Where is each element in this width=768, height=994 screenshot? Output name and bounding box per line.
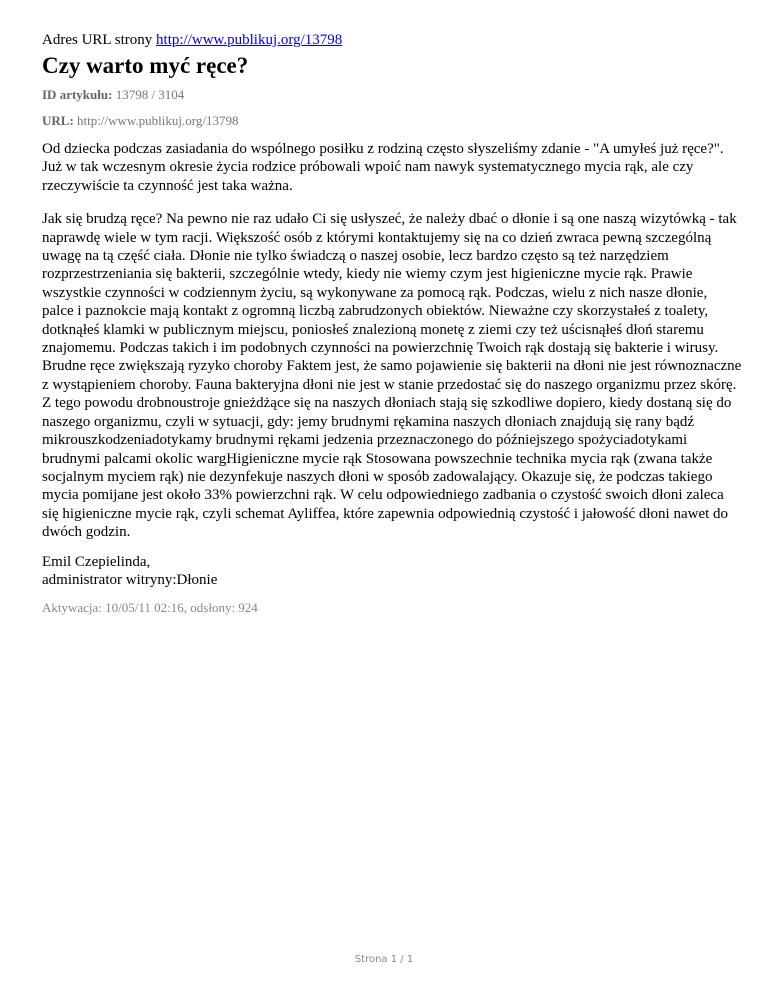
article-url-value: http://www.publikuj.org/13798: [77, 113, 239, 128]
article-paragraph: Jak się brudzą ręce? Na pewno nie raz udało Ci się usłyszeć, że należy dbać o dłonie i są one naszą wizytówką - tak naprawdę wiele w tym racji. Większość osób z którymi kontaktujemy się na co dzień zwraca pewną szczególną uwagę na tą część ciała. Dłonie nie tylko świadczą o naszej osobie, lecz bardzo często są też narzędziem rozprzestrzeniania się bakterii, szczególnie wtedy, kiedy nie wiemy czym jest higieniczne mycie rąk. Prawie wszystkie czynności w codziennym życiu, są wykonywane za pomocą rąk. Podczas, wielu z nich nasze dłonie, palce i paznokcie mają kontakt z ogromną liczbą zabrudzonych obiektów. Nieważne czy skorzystałeś z toalety, dotknąłeś klamki w publicznym miejscu, poniosłeś znalezioną monetę z ziemi czy też uścisnąłeś dłoń staremu znajomemu. Podczas takich i im podobnych czynności na powierzchnię Twoich rąk dostają się bakterie i wirusy. Brudne ręce zwiększają ryzyko choroby Faktem jest, że samo pojawienie się bakterii na dłoni nie jest równoznaczne z wystąpieniem choroby. Fauna bakteryjna dłoni nie jest w stanie przedostać się do naszego organizmu przez skórę. Z tego powodu drobnoustroje gnieżdżące się na naszych dłoniach stają się szkodliwe dopiero, kiedy dostaną się do naszego organizmu, czyli w sytuacji, gdy: jemy brudnymi rękamina naszych dłoniach znajdują się rany bądź mikrouszkodzeniadotykamy brudnymi rękami jedzenia przeznaczonego do późniejszego spożyciadotykami brudnymi palcami okolic wargHigieniczne mycie rąk Stosowana powszechnie technika mycia rąk (zwana także socjalnym myciem rąk) nie dezynfekuje naszych dłoni w sposób zadowalający. Okazuje się, że podczas takiego mycia pomijane jest około 33% powierzchni rąk. W celu odpowiedniego zadbania o czystość swoich dłoni zaleca się higieniczne mycie rąk, czyli schemat Ayliffea, które zapewnia odpowiednią czystość i jałowość dłoni nawet do dwóch godzin.: [42, 211, 742, 541]
article-id: [42, 86, 742, 104]
article-body: [42, 140, 742, 542]
article-url: [42, 112, 742, 130]
url-prefix: Adres URL strony: [42, 32, 153, 48]
article-url-label: URL:: [42, 113, 74, 128]
article-title: Czy warto myć ręce?: [42, 53, 249, 78]
page-url-link[interactable]: http://www.publikuj.org/13798: [156, 32, 343, 48]
author-signature: [42, 553, 742, 590]
page-number: Strona 1 / 1: [354, 954, 414, 965]
activation-info: Aktywacja: 10/05/11 02:16, odsłony: 924: [42, 600, 258, 616]
page-url-line: [42, 30, 742, 50]
article-id-label: ID artykułu:: [42, 87, 113, 102]
article-id-value: 13798 / 3104: [115, 87, 185, 102]
author-name: Emil Czepielinda,: [42, 553, 151, 570]
author-role: administrator witryny:Dłonie: [42, 571, 218, 588]
article-paragraph: Od dziecka podczas zasiadania do wspólnego posiłku z rodziną często słyszeliśmy zdanie - "A umyłeś już ręce?". Już w tak wczesnym okresie życia rodzice próbowali wpoić nam nawyk systematycznego mycia rąk, ale czy rzeczywiście ta czynność jest taka ważna.: [42, 141, 724, 194]
document-page: [42, 30, 742, 617]
